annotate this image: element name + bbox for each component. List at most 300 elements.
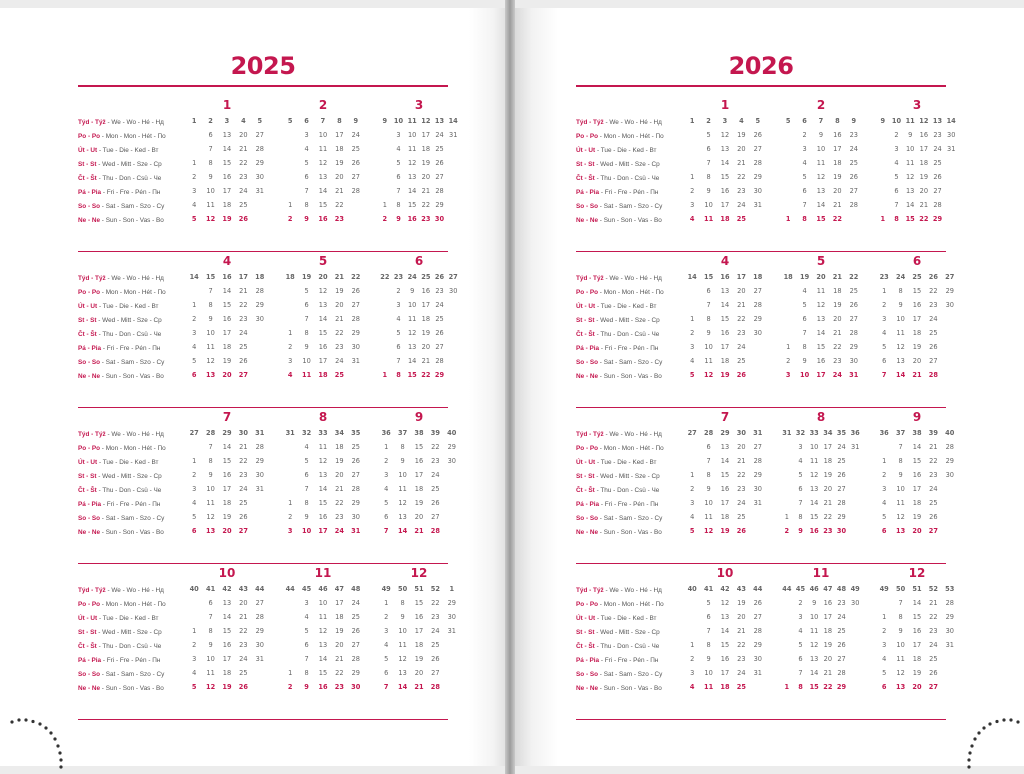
day-cell: 22: [823, 513, 833, 521]
weekday-label: [576, 470, 686, 484]
day-cell: 11: [703, 683, 714, 691]
day-cell: 17: [335, 131, 344, 139]
day-cell: 22: [832, 215, 842, 223]
day-row: [684, 326, 766, 340]
day-cell: 6: [208, 131, 213, 139]
day-cell: [186, 610, 202, 624]
day-cell: 21: [414, 683, 424, 691]
day-cell: 4: [396, 145, 401, 153]
day-cell: 3: [690, 499, 695, 507]
week-number: 37: [895, 429, 906, 437]
weekday-label-translations: - Fri - Fre - Pén - Пн: [101, 345, 161, 352]
day-cell: 16: [720, 187, 730, 195]
day-cell: 20: [912, 357, 922, 365]
day-cell: 27: [255, 599, 264, 607]
day-cell: 9: [818, 131, 824, 139]
day-cell: 11: [816, 287, 826, 295]
day-cell: 29: [837, 513, 846, 521]
day-cell: [282, 468, 298, 482]
day-row: [780, 510, 862, 524]
day-cell: 30: [255, 471, 264, 479]
month-number: 1: [720, 98, 730, 112]
day-cell: 30: [351, 683, 361, 691]
weekday-label: [78, 342, 188, 356]
day-cell: 23: [334, 683, 344, 691]
day-row: [780, 610, 862, 624]
day-cell: 11: [301, 371, 312, 379]
day-cell: 7: [208, 287, 213, 295]
day-cell: 2: [192, 315, 197, 323]
day-cell: 17: [816, 371, 826, 379]
day-cell: 27: [255, 131, 264, 139]
day-cell: 28: [753, 627, 762, 635]
day-row: [378, 312, 460, 326]
week-number: 27: [448, 273, 458, 281]
day-cell: 21: [823, 499, 833, 507]
day-cell: 3: [785, 371, 791, 379]
month-block: [780, 96, 862, 226]
month-number: 4: [720, 254, 730, 268]
day-cell: 27: [837, 485, 846, 493]
week-number: 39: [430, 429, 440, 437]
day-cell: 13: [720, 613, 730, 621]
day-cell: 13: [398, 513, 407, 521]
day-cell: 30: [849, 357, 858, 365]
day-row: [186, 482, 268, 496]
day-cell: 12: [206, 357, 215, 365]
day-cell: 13: [222, 599, 232, 607]
day-cell: 6: [706, 287, 711, 295]
day-row: [684, 354, 766, 368]
week-number: 14: [448, 117, 458, 125]
day-cell: 20: [912, 683, 922, 691]
day-cell: 24: [933, 145, 942, 153]
day-cell: 19: [912, 669, 922, 677]
day-cell: [444, 638, 460, 652]
day-cell: [750, 524, 766, 538]
day-cell: 9: [396, 215, 401, 223]
day-row: [186, 596, 268, 610]
day-cell: 16: [720, 485, 730, 493]
day-cell: 29: [255, 159, 264, 167]
week-number: 30: [736, 429, 746, 437]
day-cell: 5: [396, 159, 401, 167]
weekday-label-primary: Pá - Pia: [78, 501, 102, 508]
day-cell: 3: [287, 527, 293, 535]
day-cell: 2: [690, 655, 695, 663]
day-cell: 6: [396, 343, 401, 351]
day-row: [186, 468, 268, 482]
day-cell: 15: [809, 513, 819, 521]
day-cell: 29: [351, 499, 360, 507]
weekday-label-primary: Ne - Ne: [576, 685, 599, 692]
day-cell: 3: [192, 187, 197, 195]
day-cell: [944, 198, 958, 212]
week-number: 41: [205, 585, 216, 593]
day-cell: 12: [205, 215, 216, 223]
day-cell: 3: [192, 485, 197, 493]
week-number: 14: [687, 273, 697, 281]
day-cell: 18: [833, 287, 842, 295]
day-cell: 9: [802, 357, 807, 365]
day-cell: 27: [431, 669, 440, 677]
day-cell: [848, 610, 862, 624]
weekday-label: [78, 328, 188, 342]
weekday-label-primary: So - So: [78, 515, 101, 522]
day-cell: 12: [816, 173, 826, 181]
day-cell: 7: [396, 187, 401, 195]
day-cell: [780, 284, 796, 298]
quarter-block: [78, 408, 457, 564]
day-cell: 4: [287, 371, 293, 379]
day-cell: 27: [928, 683, 938, 691]
day-cell: 15: [222, 457, 232, 465]
day-row: [282, 638, 364, 652]
day-row: [378, 128, 460, 142]
month-block: [186, 252, 268, 382]
weekday-label-primary: Út - Ut: [576, 147, 596, 154]
day-cell: 24: [929, 485, 938, 493]
day-cell: 13: [318, 173, 328, 181]
week-number: 8: [337, 117, 342, 125]
day-cell: 6: [881, 527, 887, 535]
day-cell: 6: [706, 613, 711, 621]
day-cell: 13: [720, 443, 730, 451]
day-row: [684, 510, 766, 524]
week-number-row: [780, 582, 862, 596]
day-cell: 24: [849, 145, 858, 153]
day-cell: 11: [896, 499, 905, 507]
day-row: [684, 170, 766, 184]
day-cell: 1: [288, 669, 293, 677]
day-cell: 10: [301, 527, 312, 535]
day-row: [876, 198, 958, 212]
day-cell: 7: [706, 301, 711, 309]
weekday-label-primary: Čt - Št: [576, 643, 595, 650]
day-row: [186, 524, 268, 538]
weekday-label-translations: - Tue - Die - Ked - Вт: [97, 147, 159, 154]
weekday-label-primary: Čt - Št: [78, 331, 97, 338]
day-cell: 14: [318, 485, 328, 493]
day-cell: 4: [384, 641, 389, 649]
day-cell: 26: [239, 513, 248, 521]
month-number: 4: [222, 254, 232, 268]
day-cell: 23: [737, 655, 746, 663]
day-cell: 11: [206, 499, 215, 507]
day-cell: 29: [434, 371, 445, 379]
day-cell: 25: [837, 627, 846, 635]
weekday-label-primary: So - So: [78, 359, 101, 366]
day-cell: [186, 128, 202, 142]
day-cell: 24: [929, 641, 938, 649]
day-cell: [848, 638, 862, 652]
day-row: [378, 638, 460, 652]
week-number-row: [780, 270, 862, 284]
day-cell: [780, 198, 796, 212]
day-cell: 27: [837, 655, 846, 663]
day-cell: 11: [704, 513, 713, 521]
week-number: 31: [285, 429, 295, 437]
week-number: 38: [912, 429, 922, 437]
day-cell: 4: [802, 159, 807, 167]
day-cell: 17: [720, 343, 730, 351]
day-cell: 21: [737, 159, 746, 167]
day-row: [684, 596, 766, 610]
day-row: [780, 312, 862, 326]
week-number: 2: [208, 117, 213, 125]
day-cell: 19: [919, 173, 929, 181]
day-cell: 28: [255, 287, 264, 295]
day-cell: 1: [288, 329, 293, 337]
weekday-label-translations: - Thu - Don - Csü - Че: [594, 331, 660, 338]
day-cell: 26: [736, 527, 746, 535]
day-cell: 28: [849, 329, 858, 337]
day-cell: 18: [222, 201, 232, 209]
day-cell: 10: [704, 343, 713, 351]
day-cell: 11: [905, 159, 915, 167]
day-cell: 1: [786, 343, 791, 351]
day-cell: 15: [720, 173, 730, 181]
day-cell: [848, 454, 862, 468]
quarter-block: [576, 408, 955, 564]
day-row: [282, 680, 364, 694]
day-cell: 20: [833, 315, 842, 323]
day-cell: 8: [208, 301, 213, 309]
day-cell: [378, 156, 392, 170]
week-number: 5: [785, 117, 791, 125]
day-cell: [282, 624, 298, 638]
weekday-label-translations: - Sat - Sam - Szo - Сy: [598, 671, 663, 678]
day-cell: 4: [396, 315, 401, 323]
day-row: [780, 440, 862, 454]
day-cell: 21: [833, 329, 842, 337]
weekday-label: [576, 428, 686, 442]
day-row: [780, 212, 862, 226]
week-number: 49: [381, 585, 391, 593]
weekday-label: [78, 200, 188, 214]
day-cell: 19: [912, 343, 922, 351]
day-cell: 1: [882, 613, 887, 621]
day-cell: 15: [720, 471, 730, 479]
day-cell: 28: [255, 443, 264, 451]
day-row: [282, 652, 364, 666]
day-cell: 10: [398, 471, 407, 479]
day-cell: 22: [239, 627, 248, 635]
week-number: 14: [946, 117, 956, 125]
day-row: [684, 128, 766, 142]
day-cell: 28: [351, 655, 360, 663]
day-cell: 30: [447, 613, 456, 621]
week-number-row: [378, 270, 460, 284]
weekday-label-primary: Pá - Pia: [576, 345, 600, 352]
day-cell: 5: [192, 513, 197, 521]
weekday-label-translations: - Wed - Mitt - Sze - Ср: [96, 629, 162, 636]
day-cell: 10: [799, 371, 810, 379]
weekday-label: [78, 640, 188, 654]
day-cell: 9: [798, 527, 803, 535]
day-row: [780, 354, 862, 368]
weekday-label-primary: St - St: [576, 629, 595, 636]
weekday-label: [78, 356, 188, 370]
day-cell: 7: [798, 499, 803, 507]
week-number: 25: [912, 273, 922, 281]
day-cell: 18: [222, 343, 232, 351]
day-cell: 15: [318, 499, 328, 507]
day-cell: 31: [849, 371, 859, 379]
day-cell: 21: [239, 613, 248, 621]
day-cell: 4: [798, 627, 803, 635]
week-number-row: [378, 582, 460, 596]
day-cell: 29: [945, 613, 954, 621]
week-number: 5: [257, 117, 263, 125]
week-number: 33: [809, 429, 819, 437]
day-cell: 8: [798, 513, 803, 521]
weekday-label-primary: Čt - Št: [576, 331, 595, 338]
day-cell: [378, 340, 392, 354]
day-cell: 1: [192, 627, 197, 635]
day-cell: 4: [304, 443, 309, 451]
month-block: [876, 96, 958, 226]
week-number: 10: [393, 117, 404, 125]
day-cell: 28: [435, 187, 444, 195]
day-cell: 23: [933, 131, 942, 139]
day-row: [876, 454, 958, 468]
month-number: 12: [908, 566, 926, 580]
day-cell: 16: [912, 301, 922, 309]
weekday-label: [576, 584, 686, 598]
weekday-label-translations: - Mon - Mon - Hét - По: [598, 289, 664, 296]
weekday-label-translations: - Mon - Mon - Hét - По: [598, 601, 664, 608]
day-cell: 9: [304, 343, 309, 351]
day-cell: 23: [239, 173, 248, 181]
day-cell: 6: [894, 187, 899, 195]
day-cell: 16: [414, 613, 424, 621]
day-cell: 6: [304, 301, 309, 309]
day-cell: 6: [798, 485, 803, 493]
day-cell: 29: [945, 457, 954, 465]
day-cell: 20: [414, 669, 424, 677]
day-cell: 30: [836, 527, 847, 535]
weekday-label-primary: Po - Po: [576, 133, 599, 140]
day-row: [186, 354, 268, 368]
week-number: 4: [739, 117, 744, 125]
day-cell: 12: [720, 599, 730, 607]
day-cell: 19: [737, 131, 746, 139]
weekday-label: [78, 612, 188, 626]
day-cell: 31: [255, 187, 264, 195]
day-cell: 14: [720, 301, 730, 309]
day-cell: 23: [833, 357, 842, 365]
day-cell: [282, 610, 298, 624]
day-cell: [942, 326, 958, 340]
week-number: 45: [301, 585, 312, 593]
day-cell: 15: [414, 599, 424, 607]
weekday-label: [576, 668, 686, 682]
day-cell: [282, 170, 298, 184]
weekday-label-primary: Pá - Pia: [78, 189, 102, 196]
weekday-label-translations: - Thu - Don - Csü - Че: [96, 175, 162, 182]
day-cell: [282, 652, 298, 666]
day-cell: 9: [706, 485, 711, 493]
day-cell: [282, 440, 298, 454]
day-cell: 19: [335, 627, 344, 635]
weekday-label-primary: Ne - Ne: [78, 217, 101, 224]
week-number: 34: [823, 429, 833, 437]
day-cell: 17: [318, 527, 328, 535]
day-cell: [378, 142, 392, 156]
weekday-label-primary: St - St: [576, 473, 595, 480]
day-row: [876, 368, 958, 382]
week-number: 19: [799, 273, 810, 281]
day-cell: 10: [704, 499, 713, 507]
day-row: [186, 142, 268, 156]
day-cell: [944, 184, 958, 198]
weekday-label-translations: - Mon - Mon - Hét - По: [598, 445, 664, 452]
weekday-label-primary: Týd - Týž: [576, 275, 604, 282]
weekday-label-primary: Po - Po: [78, 289, 101, 296]
day-cell: [848, 524, 862, 538]
weekday-label-primary: So - So: [576, 359, 599, 366]
month-number: 10: [218, 566, 236, 580]
month-number: 8: [318, 410, 328, 424]
day-cell: 6: [882, 357, 887, 365]
day-cell: 22: [335, 499, 344, 507]
day-cell: 25: [239, 669, 248, 677]
day-cell: [186, 284, 202, 298]
day-cell: 2: [798, 599, 803, 607]
day-cell: 27: [928, 527, 938, 535]
day-cell: 18: [335, 613, 344, 621]
day-cell: 3: [690, 343, 695, 351]
day-cell: 20: [335, 471, 344, 479]
day-cell: 20: [823, 485, 833, 493]
day-cell: 6: [191, 371, 197, 379]
day-cell: [446, 170, 460, 184]
day-row: [378, 496, 460, 510]
week-number: 41: [703, 585, 714, 593]
weekday-label: [78, 442, 188, 456]
day-cell: 15: [905, 215, 915, 223]
day-cell: 3: [192, 655, 197, 663]
day-cell: [378, 284, 392, 298]
weekday-label-translations: - Thu - Don - Csü - Че: [96, 331, 162, 338]
day-cell: 1: [690, 471, 695, 479]
day-cell: 19: [912, 513, 922, 521]
week-number: 31: [255, 429, 265, 437]
day-cell: 2: [882, 627, 887, 635]
day-cell: 3: [396, 131, 401, 139]
day-row: [378, 482, 460, 496]
weekday-label-translations: - Fri - Fre - Pén - Пн: [101, 501, 161, 508]
day-cell: 10: [206, 329, 215, 337]
day-row: [378, 368, 460, 382]
day-cell: [444, 524, 460, 538]
day-row: [186, 340, 268, 354]
day-cell: 13: [205, 527, 216, 535]
day-cell: 1: [192, 457, 197, 465]
day-cell: 17: [912, 315, 922, 323]
day-cell: [252, 510, 268, 524]
day-cell: 6: [304, 471, 309, 479]
day-cell: 30: [255, 641, 264, 649]
day-cell: 19: [833, 173, 842, 181]
day-cell: 25: [736, 215, 746, 223]
day-row: [186, 326, 268, 340]
day-row: [876, 652, 958, 666]
day-cell: 24: [837, 613, 846, 621]
day-cell: [780, 312, 796, 326]
day-cell: 20: [833, 187, 842, 195]
